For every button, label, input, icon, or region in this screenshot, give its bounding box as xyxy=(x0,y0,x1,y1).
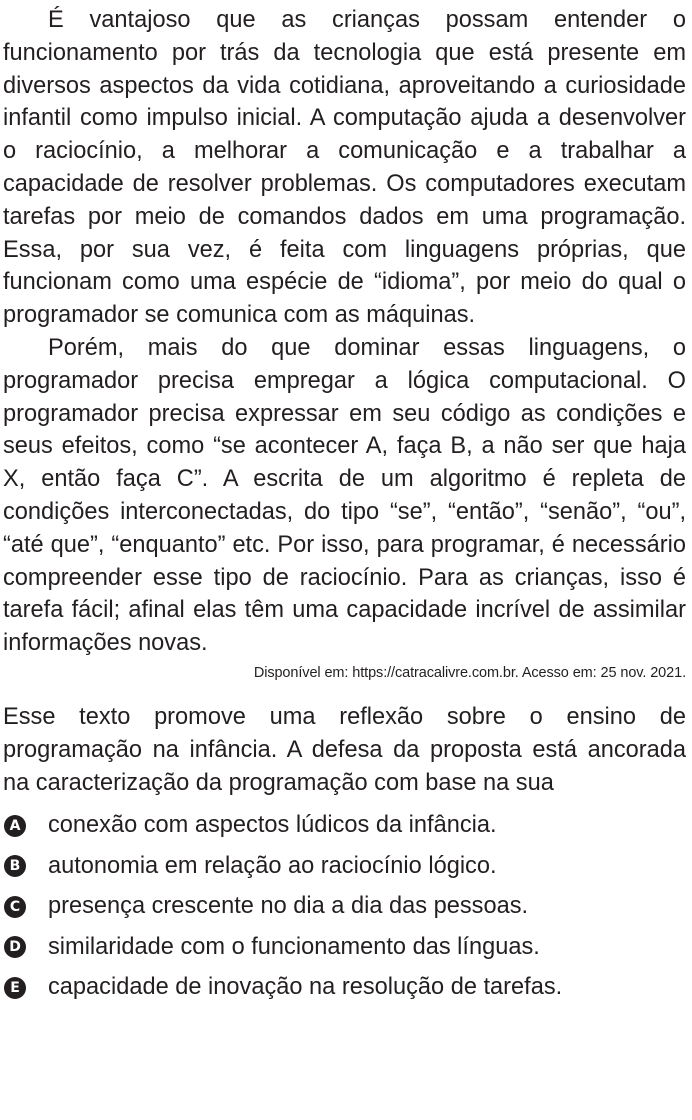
passage xyxy=(3,4,686,683)
option-text: presença crescente no dia a dia das pessoas. xyxy=(48,893,529,920)
source-citation: Disponível em: https://catracalivre.com.br. Acesso em: 25 nov. 2021. xyxy=(253,664,686,681)
option-letter-badge: A xyxy=(4,815,26,837)
option-text: capacidade de inovação na resolução de tarefas. xyxy=(48,974,563,1001)
option-text: similaridade com o funcionamento das línguas. xyxy=(48,933,540,960)
question-stem: Esse texto promove uma reflexão sobre o ensino de programação na infância. A defesa da proposta está ancorada na caracterização da programação com base na sua xyxy=(3,703,686,796)
option-letter-badge: D xyxy=(4,936,26,958)
option-text: conexão com aspectos lúdicos da infância. xyxy=(48,812,497,839)
option-letter-badge: B xyxy=(4,855,26,877)
option-d[interactable] xyxy=(3,927,686,968)
passage-paragraph-2: Porém, mais do que dominar essas linguagens, o programador precisa empregar a lógica computacional. O programador precisa expressar em seu código as condições e seus efeitos, como “se acontecer A, faça B, a não ser que haja X, então faça C”. A escrita de um algoritmo é repleta de condições interconectadas, do tipo “se”, “então”, “senão”, “ou”, “até que”, “enquanto” etc. Por isso, para programar, é necessário compreender esse tipo de raciocínio. Para as crianças, isso é tarefa fácil; afinal elas têm uma capacidade incrível de assimilar informações novas. xyxy=(3,334,686,657)
option-letter-badge: E xyxy=(4,977,26,999)
option-e[interactable] xyxy=(3,967,686,1008)
answer-options xyxy=(3,805,686,1008)
option-b[interactable] xyxy=(3,846,686,887)
option-letter-badge: C xyxy=(4,896,26,918)
option-c[interactable] xyxy=(3,886,686,927)
option-text: autonomia em relação ao raciocínio lógico. xyxy=(48,852,497,879)
passage-paragraph-1: É vantajoso que as crianças possam entender o funcionamento por trás da tecnologia que está presente em diversos aspectos da vida cotidiana, aproveitando a curiosidade infantil como impulso inicial. A computação ajuda a desenvolver o raciocínio, a melhorar a comunicação e a trabalhar a capacidade de resolver problemas. Os computadores executam tarefas por meio de comandos dados em uma programação. Essa, por sua vez, é feita com linguagens próprias, que funcionam como uma espécie de “idioma”, por meio do qual o programador se comunica com as máquinas. xyxy=(3,7,686,329)
option-a[interactable] xyxy=(3,805,686,846)
